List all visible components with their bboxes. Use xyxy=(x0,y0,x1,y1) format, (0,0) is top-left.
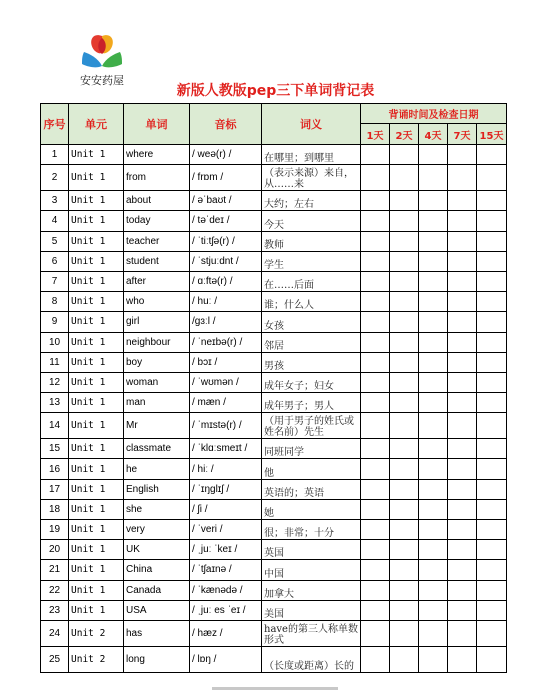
table-row xyxy=(41,620,507,646)
cell-phonetic: / ˈveri / xyxy=(190,520,262,540)
cell-review-check[interactable] xyxy=(477,231,507,251)
cell-review-check[interactable] xyxy=(390,600,419,620)
cell-review-check[interactable] xyxy=(419,439,448,459)
cell-meaning: 英国 xyxy=(262,540,361,560)
cell-review-check[interactable] xyxy=(448,165,477,191)
cell-phonetic: / huː / xyxy=(190,292,262,312)
table-row xyxy=(41,312,507,332)
cell-review-check[interactable] xyxy=(361,540,390,560)
table-row xyxy=(41,332,507,352)
cell-phonetic: / bɔɪ / xyxy=(190,352,262,372)
cell-index: 18 xyxy=(41,499,69,519)
cell-review-check[interactable] xyxy=(419,520,448,540)
cell-review-check[interactable] xyxy=(419,145,448,165)
brand-logo xyxy=(70,28,134,86)
cell-review-check[interactable] xyxy=(390,191,419,211)
cell-review-check[interactable] xyxy=(390,560,419,580)
cell-review-check[interactable] xyxy=(448,271,477,291)
cell-review-check[interactable] xyxy=(361,620,390,646)
cell-review-check[interactable] xyxy=(390,312,419,332)
cell-meaning: 英语的；英语 xyxy=(262,479,361,499)
cell-review-check[interactable] xyxy=(448,439,477,459)
cell-index: 1 xyxy=(41,145,69,165)
table-row xyxy=(41,479,507,499)
cell-unit: Unit 1 xyxy=(69,560,124,580)
cell-unit: Unit 1 xyxy=(69,231,124,251)
cell-review-check[interactable] xyxy=(448,251,477,271)
table-row xyxy=(41,165,507,191)
header-meaning: 词义 xyxy=(262,104,361,145)
cell-index: 4 xyxy=(41,211,69,231)
cell-review-check[interactable] xyxy=(477,413,507,439)
cell-phonetic: / lɒŋ / xyxy=(190,646,262,672)
table-row xyxy=(41,211,507,231)
cell-word: from xyxy=(124,165,190,191)
cell-phonetic: / ˈtʃaɪnə / xyxy=(190,560,262,580)
header-phonetic: 音标 xyxy=(190,104,262,145)
cell-review-check[interactable] xyxy=(448,580,477,600)
brand-name: 安安药屋 xyxy=(80,74,124,87)
cell-phonetic: / ˈwʊmən / xyxy=(190,372,262,392)
cell-review-check[interactable] xyxy=(448,459,477,479)
cell-index: 24 xyxy=(41,620,69,646)
cell-phonetic: / hæz / xyxy=(190,620,262,646)
book-flower-icon xyxy=(70,28,134,74)
table-row xyxy=(41,413,507,439)
cell-review-check[interactable] xyxy=(390,332,419,352)
cell-meaning: 教师 xyxy=(262,231,361,251)
cell-word: he xyxy=(124,459,190,479)
cell-review-check[interactable] xyxy=(361,439,390,459)
cell-review-check[interactable] xyxy=(390,145,419,165)
cell-review-check[interactable] xyxy=(448,499,477,519)
cell-review-check[interactable] xyxy=(448,479,477,499)
cell-phonetic: / ˈkænədə / xyxy=(190,580,262,600)
cell-review-check[interactable] xyxy=(419,540,448,560)
cell-phonetic: / weə(r) / xyxy=(190,145,262,165)
cell-review-check[interactable] xyxy=(448,231,477,251)
cell-unit: Unit 1 xyxy=(69,312,124,332)
cell-word: neighbour xyxy=(124,332,190,352)
cell-meaning: 在哪里；到哪里 xyxy=(262,145,361,165)
cell-review-check[interactable] xyxy=(419,352,448,372)
cell-meaning: 大约；左右 xyxy=(262,191,361,211)
cell-review-check[interactable] xyxy=(419,251,448,271)
cell-review-check[interactable] xyxy=(361,211,390,231)
cell-review-check[interactable] xyxy=(390,165,419,191)
cell-phonetic: / ˈɪŋɡlɪʃ / xyxy=(190,479,262,499)
cell-review-check[interactable] xyxy=(390,580,419,600)
cell-meaning: 学生 xyxy=(262,251,361,271)
cell-index: 8 xyxy=(41,292,69,312)
cell-review-check[interactable] xyxy=(419,191,448,211)
cell-index: 5 xyxy=(41,231,69,251)
cell-index: 2 xyxy=(41,165,69,191)
table-row xyxy=(41,520,507,540)
table-row xyxy=(41,191,507,211)
cell-phonetic: / mæn / xyxy=(190,393,262,413)
cell-review-check[interactable] xyxy=(477,271,507,291)
header-day: 7天 xyxy=(448,124,477,145)
cell-review-check[interactable] xyxy=(419,312,448,332)
cell-review-check[interactable] xyxy=(477,540,507,560)
cell-unit: Unit 2 xyxy=(69,646,124,672)
cell-review-check[interactable] xyxy=(419,211,448,231)
cell-review-check[interactable] xyxy=(477,459,507,479)
cell-review-check[interactable] xyxy=(477,439,507,459)
cell-review-check[interactable] xyxy=(390,439,419,459)
cell-review-check[interactable] xyxy=(361,600,390,620)
cell-unit: Unit 1 xyxy=(69,520,124,540)
cell-word: boy xyxy=(124,352,190,372)
cell-review-check[interactable] xyxy=(390,413,419,439)
cell-review-check[interactable] xyxy=(419,580,448,600)
cell-review-check[interactable] xyxy=(361,251,390,271)
cell-meaning: （长度或距离）长的 xyxy=(262,646,361,672)
cell-unit: Unit 1 xyxy=(69,540,124,560)
cell-review-check[interactable] xyxy=(419,271,448,291)
cell-review-check[interactable] xyxy=(390,620,419,646)
cell-review-check[interactable] xyxy=(477,600,507,620)
cell-review-check[interactable] xyxy=(477,646,507,672)
cell-word: today xyxy=(124,211,190,231)
cell-review-check[interactable] xyxy=(477,580,507,600)
cell-unit: Unit 1 xyxy=(69,499,124,519)
cell-review-check[interactable] xyxy=(448,292,477,312)
cell-review-check[interactable] xyxy=(419,332,448,352)
cell-review-check[interactable] xyxy=(390,646,419,672)
table-row xyxy=(41,251,507,271)
cell-meaning: 男孩 xyxy=(262,352,361,372)
cell-word: China xyxy=(124,560,190,580)
cell-review-check[interactable] xyxy=(390,352,419,372)
cell-review-check[interactable] xyxy=(361,520,390,540)
cell-unit: Unit 1 xyxy=(69,211,124,231)
table-row xyxy=(41,292,507,312)
cell-phonetic: / ˌjuː es ˈeɪ / xyxy=(190,600,262,620)
cell-review-check[interactable] xyxy=(361,646,390,672)
cell-review-check[interactable] xyxy=(448,145,477,165)
cell-index: 11 xyxy=(41,352,69,372)
cell-review-check[interactable] xyxy=(448,312,477,332)
table-row xyxy=(41,352,507,372)
cell-phonetic: / hiː / xyxy=(190,459,262,479)
header-day: 1天 xyxy=(361,124,390,145)
cell-review-check[interactable] xyxy=(361,372,390,392)
cell-phonetic: / frɒm / xyxy=(190,165,262,191)
cell-unit: Unit 1 xyxy=(69,413,124,439)
cell-index: 25 xyxy=(41,646,69,672)
header-day: 4天 xyxy=(419,124,448,145)
cell-phonetic: / ʃi / xyxy=(190,499,262,519)
cell-meaning: （表示来源）来自，从……来 xyxy=(262,165,361,191)
cell-phonetic: / ˈneɪbə(r) / xyxy=(190,332,262,352)
cell-review-check[interactable] xyxy=(390,251,419,271)
cell-meaning: 很；非常；十分 xyxy=(262,520,361,540)
cell-review-check[interactable] xyxy=(361,231,390,251)
cell-index: 12 xyxy=(41,372,69,392)
cell-review-check[interactable] xyxy=(419,459,448,479)
table-row xyxy=(41,580,507,600)
cell-meaning: 女孩 xyxy=(262,312,361,332)
cell-review-check[interactable] xyxy=(419,372,448,392)
table-row xyxy=(41,439,507,459)
cell-phonetic: / ɑːftə(r) / xyxy=(190,271,262,291)
cell-phonetic: / əˈbaʊt / xyxy=(190,191,262,211)
cell-review-check[interactable] xyxy=(477,620,507,646)
cell-review-check[interactable] xyxy=(477,292,507,312)
cell-review-check[interactable] xyxy=(419,499,448,519)
cell-word: Canada xyxy=(124,580,190,600)
cell-phonetic: / ˈtiːtʃə(r) / xyxy=(190,231,262,251)
cell-review-check[interactable] xyxy=(448,191,477,211)
table-row xyxy=(41,600,507,620)
cell-index: 14 xyxy=(41,413,69,439)
cell-unit: Unit 1 xyxy=(69,292,124,312)
cell-review-check[interactable] xyxy=(477,372,507,392)
vocabulary-table xyxy=(40,103,507,673)
cell-review-check[interactable] xyxy=(419,560,448,580)
cell-review-check[interactable] xyxy=(390,271,419,291)
cell-review-check[interactable] xyxy=(361,459,390,479)
cell-word: she xyxy=(124,499,190,519)
cell-review-check[interactable] xyxy=(390,540,419,560)
cell-meaning: 邻居 xyxy=(262,332,361,352)
cell-index: 20 xyxy=(41,540,69,560)
cell-review-check[interactable] xyxy=(361,271,390,291)
cell-review-check[interactable] xyxy=(390,393,419,413)
cell-review-check[interactable] xyxy=(390,231,419,251)
table-row xyxy=(41,499,507,519)
cell-index: 17 xyxy=(41,479,69,499)
cell-index: 7 xyxy=(41,271,69,291)
cell-review-check[interactable] xyxy=(448,413,477,439)
cell-review-check[interactable] xyxy=(361,580,390,600)
table-row xyxy=(41,145,507,165)
cell-unit: Unit 1 xyxy=(69,372,124,392)
cell-review-check[interactable] xyxy=(448,393,477,413)
cell-unit: Unit 1 xyxy=(69,191,124,211)
cell-meaning: have的第三人称单数形式 xyxy=(262,620,361,646)
cell-review-check[interactable] xyxy=(361,312,390,332)
cell-review-check[interactable] xyxy=(477,332,507,352)
cell-unit: Unit 1 xyxy=(69,393,124,413)
cell-index: 15 xyxy=(41,439,69,459)
cell-word: UK xyxy=(124,540,190,560)
cell-unit: Unit 1 xyxy=(69,580,124,600)
cell-word: woman xyxy=(124,372,190,392)
table-row xyxy=(41,393,507,413)
cell-word: where xyxy=(124,145,190,165)
cell-review-check[interactable] xyxy=(419,231,448,251)
cell-review-check[interactable] xyxy=(448,352,477,372)
cell-phonetic: / ˈmɪstə(r) / xyxy=(190,413,262,439)
cell-index: 9 xyxy=(41,312,69,332)
cell-meaning: 同班同学 xyxy=(262,439,361,459)
cell-meaning: 谁；什么人 xyxy=(262,292,361,312)
cell-index: 10 xyxy=(41,332,69,352)
cell-unit: Unit 1 xyxy=(69,459,124,479)
cell-review-check[interactable] xyxy=(448,520,477,540)
cell-review-check[interactable] xyxy=(477,145,507,165)
cell-word: has xyxy=(124,620,190,646)
cell-review-check[interactable] xyxy=(477,393,507,413)
cell-index: 21 xyxy=(41,560,69,580)
cell-index: 23 xyxy=(41,600,69,620)
cell-review-check[interactable] xyxy=(448,332,477,352)
cell-review-check[interactable] xyxy=(477,520,507,540)
cell-review-check[interactable] xyxy=(361,479,390,499)
cell-review-check[interactable] xyxy=(448,620,477,646)
cell-phonetic: / ˌjuː ˈkeɪ / xyxy=(190,540,262,560)
cell-word: about xyxy=(124,191,190,211)
cell-meaning: 加拿大 xyxy=(262,580,361,600)
cell-review-check[interactable] xyxy=(390,459,419,479)
cell-review-check[interactable] xyxy=(448,600,477,620)
cell-meaning: 她 xyxy=(262,499,361,519)
cell-review-check[interactable] xyxy=(361,560,390,580)
cell-review-check[interactable] xyxy=(448,646,477,672)
cell-word: Mr xyxy=(124,413,190,439)
cell-unit: Unit 1 xyxy=(69,271,124,291)
cell-phonetic: / ˈklɑːsmeɪt / xyxy=(190,439,262,459)
cell-review-check[interactable] xyxy=(477,251,507,271)
cell-unit: Unit 1 xyxy=(69,165,124,191)
cell-index: 3 xyxy=(41,191,69,211)
cell-unit: Unit 1 xyxy=(69,479,124,499)
cell-review-check[interactable] xyxy=(419,600,448,620)
cell-unit: Unit 1 xyxy=(69,600,124,620)
cell-meaning: 成年男子；男人 xyxy=(262,393,361,413)
table-row xyxy=(41,231,507,251)
cell-review-check[interactable] xyxy=(361,352,390,372)
cell-review-check[interactable] xyxy=(419,620,448,646)
table-row xyxy=(41,459,507,479)
cell-word: who xyxy=(124,292,190,312)
cell-review-check[interactable] xyxy=(448,540,477,560)
cell-review-check[interactable] xyxy=(477,352,507,372)
cell-word: man xyxy=(124,393,190,413)
cell-meaning: 美国 xyxy=(262,600,361,620)
cell-index: 19 xyxy=(41,520,69,540)
table-row xyxy=(41,540,507,560)
cell-word: student xyxy=(124,251,190,271)
cell-review-check[interactable] xyxy=(419,646,448,672)
cell-word: after xyxy=(124,271,190,291)
header-review: 背诵时间及检查日期 xyxy=(361,104,507,124)
cell-review-check[interactable] xyxy=(361,191,390,211)
cell-word: classmate xyxy=(124,439,190,459)
page-title: 新版人教版pep三下单词背记表 xyxy=(176,83,375,99)
cell-word: English xyxy=(124,479,190,499)
cell-phonetic: /ɡɜːl / xyxy=(190,312,262,332)
cell-review-check[interactable] xyxy=(477,499,507,519)
cell-review-check[interactable] xyxy=(390,479,419,499)
cell-review-check[interactable] xyxy=(419,413,448,439)
cell-index: 22 xyxy=(41,580,69,600)
header-day: 2天 xyxy=(390,124,419,145)
cell-word: very xyxy=(124,520,190,540)
cell-review-check[interactable] xyxy=(419,165,448,191)
cell-phonetic: / təˈdeɪ / xyxy=(190,211,262,231)
cell-review-check[interactable] xyxy=(390,499,419,519)
cell-review-check[interactable] xyxy=(477,479,507,499)
cell-unit: Unit 1 xyxy=(69,332,124,352)
header-day: 15天 xyxy=(477,124,507,145)
cell-review-check[interactable] xyxy=(477,560,507,580)
cell-review-check[interactable] xyxy=(448,211,477,231)
table-row xyxy=(41,271,507,291)
scroll-indicator[interactable] xyxy=(212,687,338,690)
cell-review-check[interactable] xyxy=(477,211,507,231)
cell-word: girl xyxy=(124,312,190,332)
cell-unit: Unit 1 xyxy=(69,352,124,372)
cell-word: USA xyxy=(124,600,190,620)
cell-meaning: 他 xyxy=(262,459,361,479)
table-row xyxy=(41,646,507,672)
header-unit: 单元 xyxy=(69,104,124,145)
cell-review-check[interactable] xyxy=(448,372,477,392)
cell-review-check[interactable] xyxy=(361,165,390,191)
cell-review-check[interactable] xyxy=(477,165,507,191)
cell-review-check[interactable] xyxy=(361,145,390,165)
cell-review-check[interactable] xyxy=(361,332,390,352)
cell-phonetic: / ˈstjuːdnt / xyxy=(190,251,262,271)
cell-review-check[interactable] xyxy=(390,211,419,231)
cell-review-check[interactable] xyxy=(390,372,419,392)
cell-review-check[interactable] xyxy=(419,393,448,413)
cell-unit: Unit 1 xyxy=(69,251,124,271)
cell-review-check[interactable] xyxy=(477,191,507,211)
header-word: 单词 xyxy=(124,104,190,145)
table-row xyxy=(41,372,507,392)
cell-unit: Unit 1 xyxy=(69,439,124,459)
cell-meaning: 成年女子；妇女 xyxy=(262,372,361,392)
table-row xyxy=(41,560,507,580)
cell-meaning: 今天 xyxy=(262,211,361,231)
cell-index: 13 xyxy=(41,393,69,413)
cell-review-check[interactable] xyxy=(448,560,477,580)
cell-meaning: （用于男子的姓氏或姓名前）先生 xyxy=(262,413,361,439)
cell-index: 16 xyxy=(41,459,69,479)
cell-unit: Unit 2 xyxy=(69,620,124,646)
cell-word: teacher xyxy=(124,231,190,251)
cell-review-check[interactable] xyxy=(419,479,448,499)
cell-review-check[interactable] xyxy=(390,520,419,540)
cell-review-check[interactable] xyxy=(419,292,448,312)
cell-review-check[interactable] xyxy=(361,413,390,439)
cell-meaning: 在……后面 xyxy=(262,271,361,291)
cell-review-check[interactable] xyxy=(361,292,390,312)
cell-meaning: 中国 xyxy=(262,560,361,580)
cell-index: 6 xyxy=(41,251,69,271)
cell-unit: Unit 1 xyxy=(69,145,124,165)
cell-review-check[interactable] xyxy=(361,499,390,519)
cell-word: long xyxy=(124,646,190,672)
cell-review-check[interactable] xyxy=(361,393,390,413)
header-index: 序号 xyxy=(41,104,69,145)
cell-review-check[interactable] xyxy=(477,312,507,332)
cell-review-check[interactable] xyxy=(390,292,419,312)
